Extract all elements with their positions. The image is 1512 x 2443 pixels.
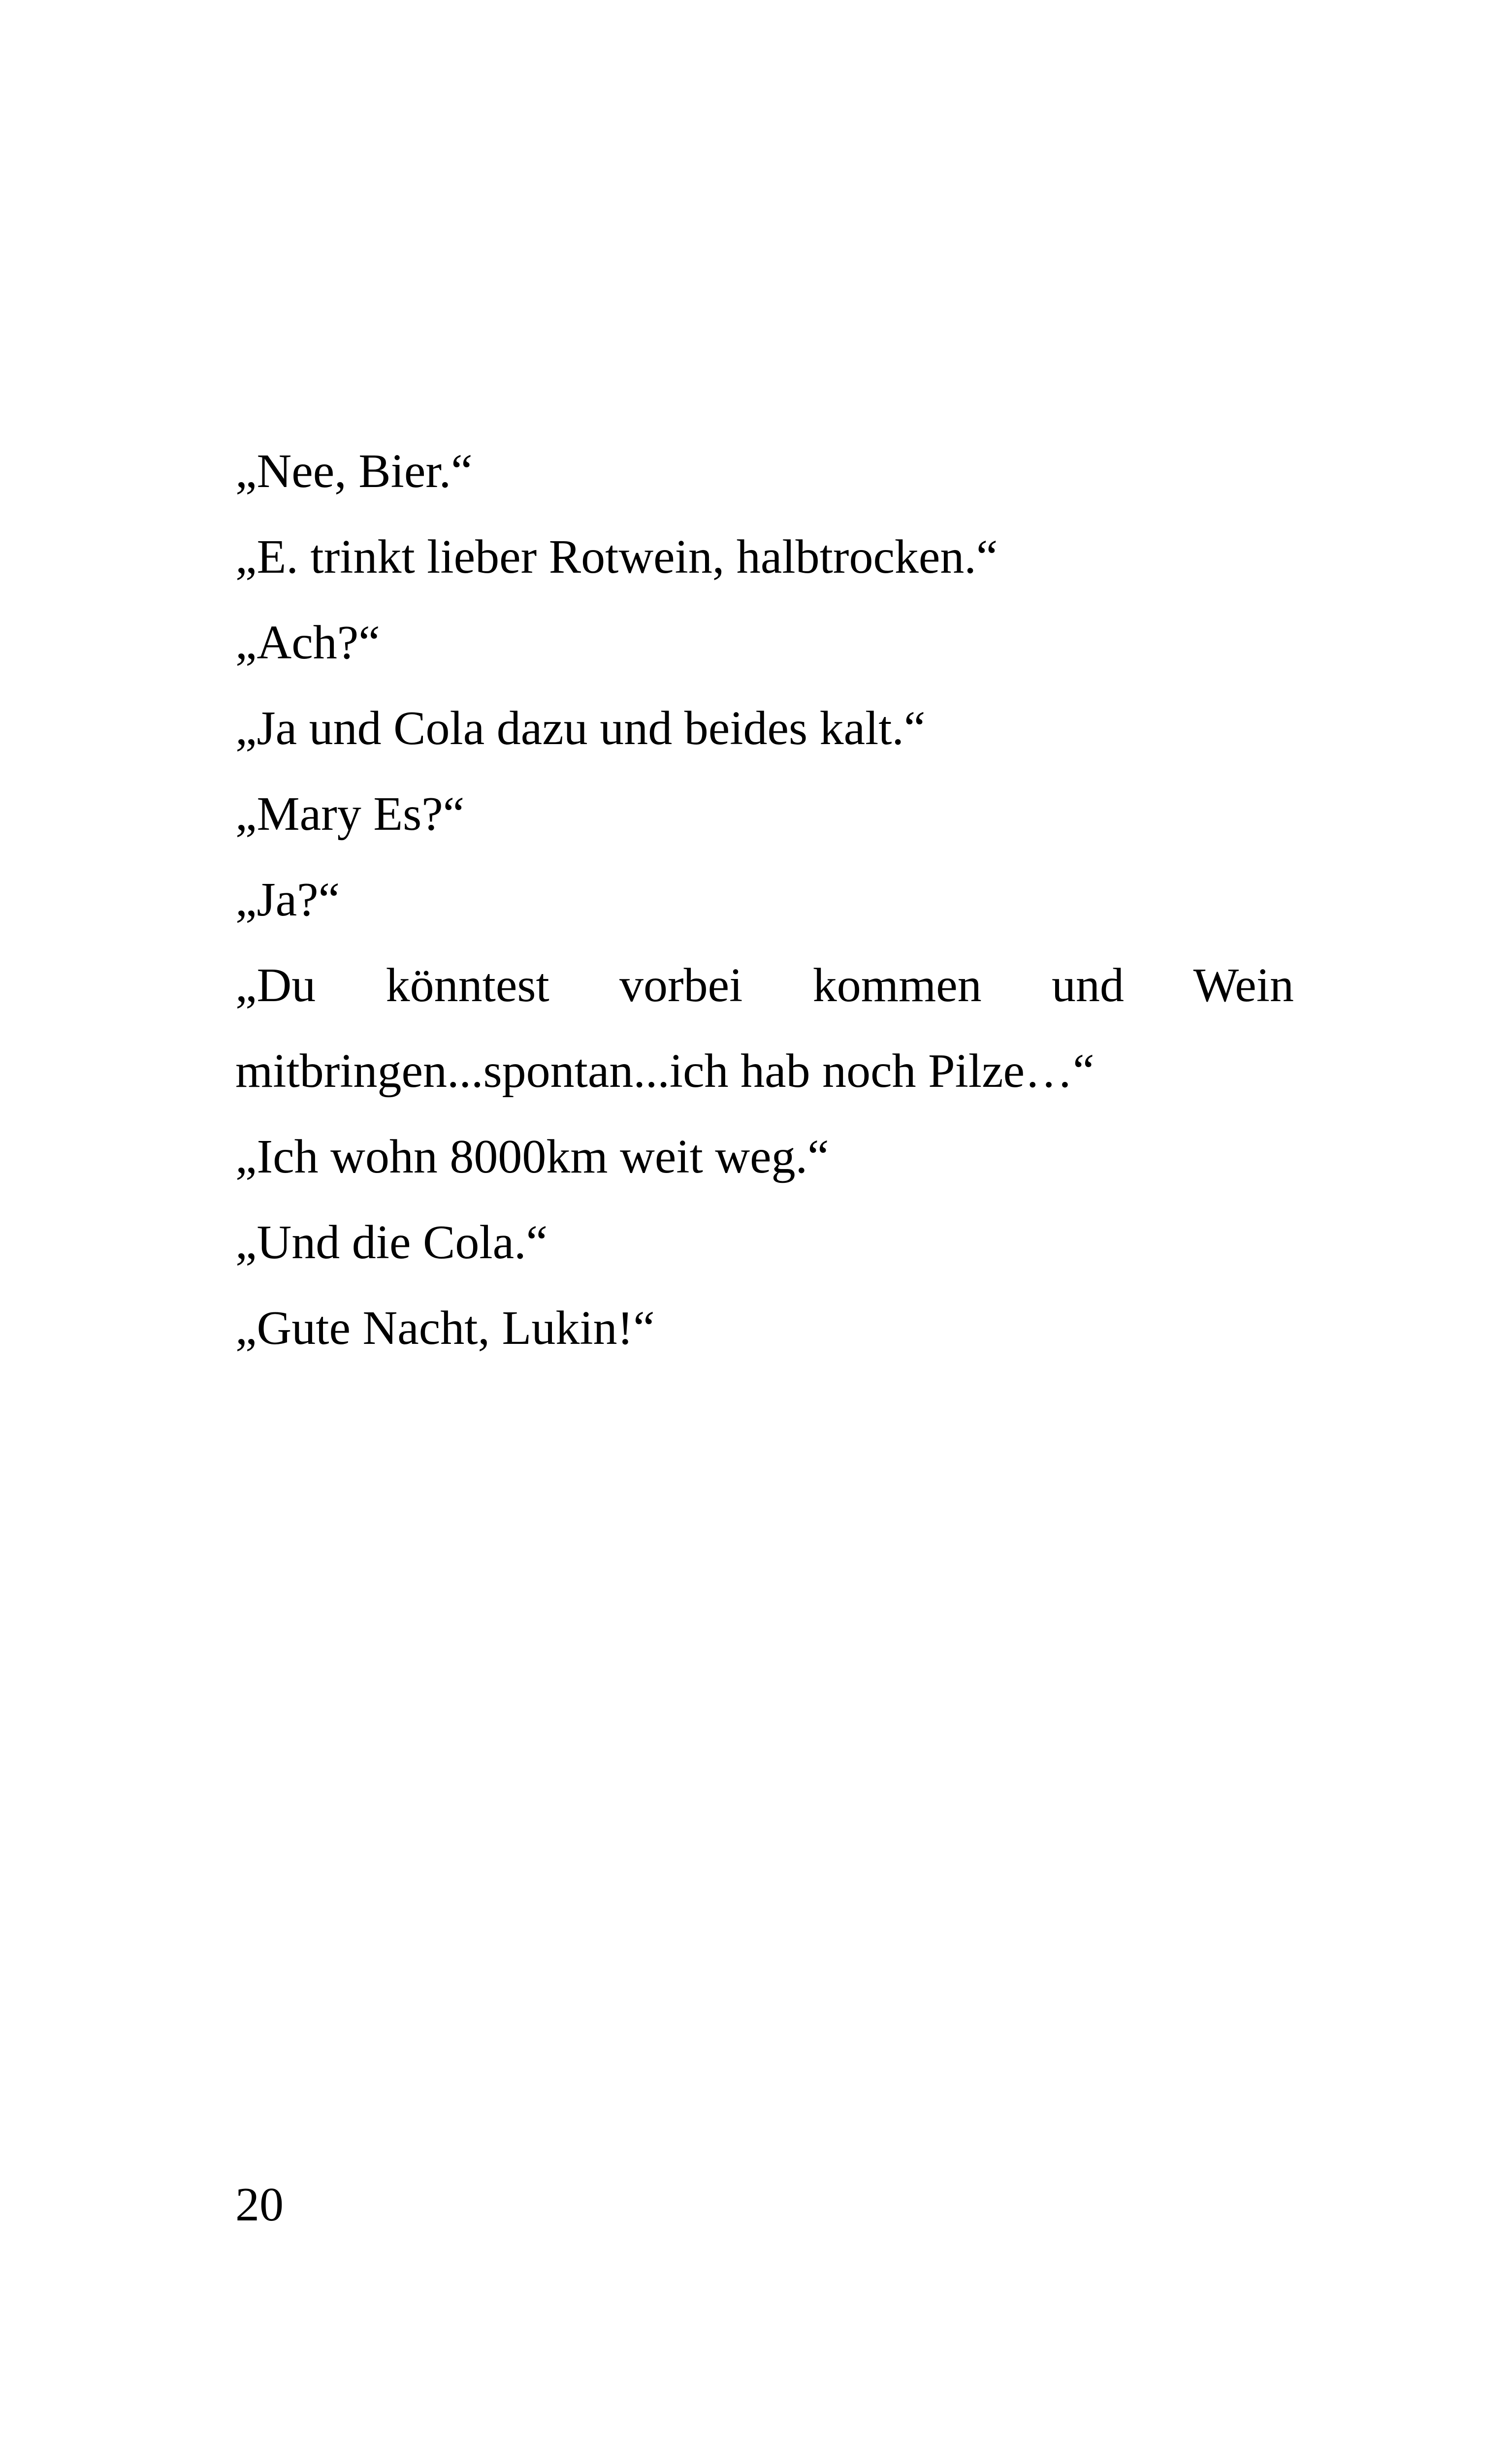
dialogue-line: „Nee, Bier.“: [235, 445, 473, 498]
dialogue-line: „E. trinkt lieber Rotwein, halbtrocken.“: [235, 530, 998, 584]
dialogue-line: „Ja?“: [235, 873, 340, 926]
dialogue-text: [235, 428, 1294, 1371]
dialogue-line: „Gute Nacht, Lukin!“: [235, 1302, 655, 1355]
page-number: 20: [235, 2178, 284, 2231]
dialogue-line: „Ja und Cola dazu und beides kalt.“: [235, 702, 926, 755]
dialogue-line: „Ach?“: [235, 616, 380, 669]
dialogue-line: mitbringen...spontan...ich hab noch Pilze…“: [235, 1044, 1094, 1098]
dialogue-line: „Ich wohn 8000km weit weg.“: [235, 1130, 829, 1183]
dialogue-line: „Und die Cola.“: [235, 1216, 548, 1269]
dialogue-line: „Du könntest vorbei kommen und Wein: [235, 959, 1294, 1012]
dialogue-line: „Mary Es?“: [235, 787, 465, 841]
